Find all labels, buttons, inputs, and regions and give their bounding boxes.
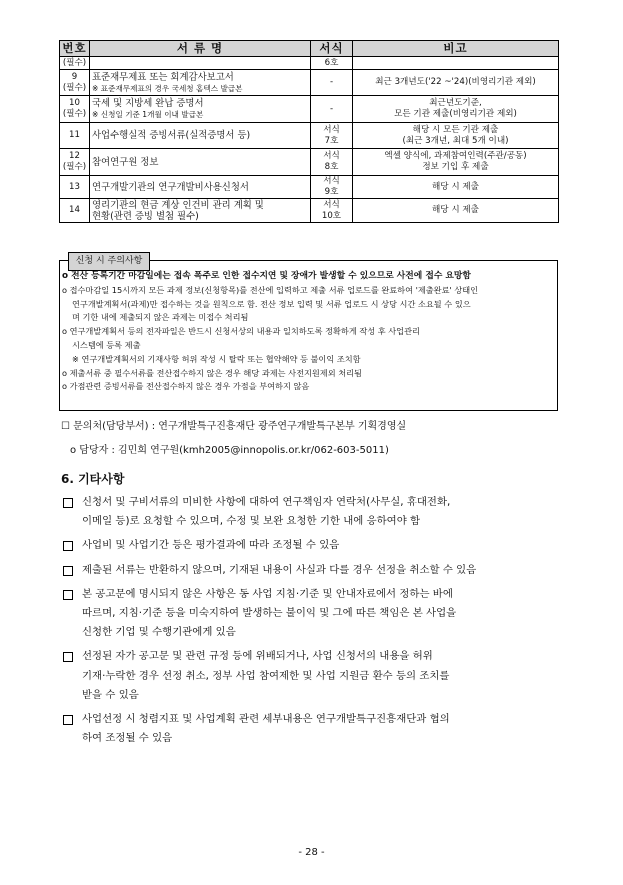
- row-remark: [353, 70, 559, 96]
- row-remark: [353, 199, 559, 223]
- caution-item-line: o 접수마감일 15시까지 모든 과제 정보(신청항목)를 전산에 입력하고 제출 서류 업로드를 완료하여 '제출완료' 상태인: [62, 284, 479, 295]
- row-number-line: 12: [69, 151, 80, 161]
- row-document-name-line: 참여연구원 정보: [92, 156, 159, 168]
- header-form: 서식: [311, 41, 353, 57]
- row-form: [311, 96, 353, 123]
- documents-table: [59, 40, 559, 223]
- row-document-name-line: 현황(관련 증빙 별첨 필수): [92, 210, 199, 222]
- misc-item-line: 이메일 등)로 요청할 수 있으며, 수정 및 보완 요청한 기한 내에 응하여야 함: [82, 515, 421, 528]
- misc-item-line: 신청서 및 구비서류의 미비한 사항에 대하여 연구책임자 연락처(사무실, 휴대전화,: [82, 496, 451, 508]
- row-number-line: (필수): [62, 109, 87, 119]
- header-remark: 비고: [353, 41, 559, 57]
- row-form-line: 7호: [324, 135, 339, 146]
- row-document-name: [90, 123, 311, 149]
- row-form-line: -: [329, 103, 334, 114]
- misc-item-line: 사업비 및 사업기간 등은 평가결과에 따라 조정될 수 있음: [82, 539, 340, 552]
- row-remark: [353, 96, 559, 123]
- caution-item-line: o 연구개발계획서 등의 전자파일은 반드시 신청서상의 내용과 일치하도록 정확하게 작성 후 사업관리: [62, 326, 420, 337]
- row-form-line: 10호: [321, 210, 342, 221]
- caution-body: [62, 270, 552, 394]
- row-number-line: 13: [69, 181, 80, 192]
- row-remark-line: 최근년도기준,: [429, 98, 482, 108]
- row-number-line: 10: [69, 98, 80, 108]
- row-remark-line: 엑셀 양식에, 과제참여인력(주관/공동): [384, 151, 527, 161]
- row-document-name: [90, 57, 311, 70]
- row-remark-line: 최근 3개년도('22 ~'24)(비영리기관 제외): [375, 77, 536, 87]
- row-document-name: [90, 70, 311, 96]
- row-number: [60, 70, 90, 96]
- checkbox-icon: [63, 652, 73, 662]
- table-row: [60, 149, 559, 176]
- caution-item-line: 시스템에 등록 제출: [72, 339, 141, 350]
- checkbox-icon: [63, 498, 73, 508]
- caution-title: 신청 시 주의사항: [68, 252, 150, 271]
- table-row: [60, 70, 559, 96]
- row-remark-line: (최근 3개년, 최대 5개 이내): [402, 135, 509, 146]
- table-row: [60, 199, 559, 223]
- misc-item-text: [82, 561, 568, 580]
- section-title: 6. 기타사항: [61, 472, 125, 486]
- checkbox-icon: [63, 590, 73, 600]
- caution-item-line: 연구개발계획서(과제)만 접수하는 것을 원칙으로 함. 전산 정보 입력 및 서류 업로드 시 상당 시간 소요될 수 있으: [72, 298, 471, 309]
- contact-inquiry: ☐ 문의처(담당부서) : 연구개발특구진흥재단 광주연구개발특구본부 기획경영실: [61, 421, 407, 432]
- caution-item-line: o 가점관련 증빙서류를 전산접수하지 않은 경우 가점을 부여하지 않음: [62, 381, 310, 392]
- row-form-line: 서식: [323, 176, 340, 186]
- row-remark: [353, 149, 559, 176]
- row-number: [60, 176, 90, 199]
- table-row: [60, 176, 559, 199]
- table-row: [60, 57, 559, 70]
- table-row: [60, 123, 559, 149]
- row-remark-line: 정보 기입 후 제출: [422, 162, 489, 172]
- misc-item-line: 선정된 자가 공고문 및 관련 규정 등에 위배되거나, 사업 신청서의 내용을 허위: [82, 650, 433, 663]
- misc-item-line: 받을 수 있음: [82, 688, 139, 701]
- page-number: - 28 -: [298, 847, 325, 858]
- misc-item: [63, 536, 568, 555]
- row-number: [60, 96, 90, 123]
- row-form: [311, 70, 353, 96]
- row-form-line: 9호: [324, 187, 339, 197]
- row-form: [311, 57, 353, 70]
- misc-item-line: 따르며, 지침·기준 등을 미숙지하여 발생하는 불이익 및 그에 따른 책임은 본 사업을: [82, 607, 457, 620]
- row-number-line: 14: [69, 205, 80, 215]
- checkbox-icon: [63, 566, 73, 576]
- checkbox-icon: [63, 541, 73, 551]
- row-remark: [353, 176, 559, 199]
- table-row: [60, 96, 559, 123]
- row-number-line: (필수): [62, 57, 87, 68]
- misc-list: [63, 493, 568, 753]
- misc-item-text: [82, 536, 568, 555]
- misc-item-text: [82, 710, 568, 748]
- row-document-name: [90, 199, 311, 223]
- row-document-name: [90, 176, 311, 199]
- misc-item-line: 사업선정 시 청렴지표 및 사업계획 관련 세부내용은 연구개발특구진흥재단과 협의: [82, 713, 450, 726]
- row-remark-line: 해당 시 제출: [432, 181, 479, 192]
- row-document-name-line: 표준재무제표 또는 회계감사보고서: [92, 71, 234, 83]
- row-number: [60, 149, 90, 176]
- row-form-line: 6호: [324, 57, 339, 68]
- row-form: [311, 123, 353, 149]
- header-number: 번호: [60, 41, 90, 57]
- row-number-line: 11: [69, 130, 80, 140]
- misc-item-text: [82, 585, 568, 643]
- row-form: [311, 149, 353, 176]
- row-form-line: 서식: [323, 124, 340, 135]
- misc-item-line: 본 공고문에 명시되지 않은 사항은 동 사업 지침·기준 및 안내자료에서 정하는 바에: [82, 587, 453, 600]
- row-document-name-line: 연구개발기관의 연구개발비사용신청서: [92, 181, 249, 193]
- caution-item-line: 며 기한 내에 제출되지 않은 과제는 미접수 처리됨: [72, 312, 249, 323]
- caution-item-line: o 전산 등록기간 마감일에는 접속 폭주로 인한 접수지연 및 장애가 발생할 수 있으므로 사전에 접수 요망함: [62, 271, 471, 281]
- row-remark-line: 해당 시 제출: [432, 205, 479, 215]
- misc-item: [63, 585, 568, 643]
- row-document-name: [90, 96, 311, 123]
- row-number: [60, 123, 90, 149]
- caution-box: [59, 256, 558, 411]
- row-form-line: -: [329, 77, 334, 87]
- misc-item: [63, 710, 568, 748]
- row-remark: [353, 123, 559, 149]
- row-form: [311, 199, 353, 223]
- row-form: [311, 176, 353, 199]
- row-number: [60, 57, 90, 70]
- row-form-line: 서식: [323, 151, 340, 161]
- misc-item: [63, 561, 568, 580]
- row-document-note: ※ 표준재무제표의 경우 국세청 홈텍스 발급본: [92, 83, 243, 93]
- row-document-name-line: 영리기관의 현금 계상 인건비 관리 계획 및: [92, 199, 264, 211]
- row-number-line: 9: [71, 71, 78, 82]
- table-header-row: [60, 41, 559, 57]
- row-number-line: (필수): [62, 162, 87, 172]
- row-remark-line: 모든 기관 제출(비영리기관 제외): [394, 109, 517, 119]
- misc-item-line: 신청한 기업 및 수행기관에게 있음: [82, 626, 236, 639]
- caution-item-line: ※ 연구개발계획서의 기재사항 허위 작성 시 탈락 또는 협약해약 등 불이익 조치함: [72, 353, 361, 364]
- misc-item-text: [82, 647, 568, 705]
- caution-item-line: o 제출서류 중 필수서류를 전산접수하지 않은 경우 해당 과제는 사전지원제외 처리됨: [62, 367, 362, 378]
- header-document-name: 서 류 명: [90, 41, 311, 57]
- row-number-line: (필수): [62, 82, 87, 93]
- row-document-name-line: 사업수행실적 증빙서류(실적증명서 등): [92, 130, 251, 141]
- row-document-note: ※ 신청일 기준 1개월 이내 발급본: [92, 110, 204, 119]
- misc-item-text: [82, 493, 568, 531]
- misc-item-line: 기재·누락한 경우 선정 취소, 정부 사업 참여제한 및 사업 지원금 환수 등의 조치를: [82, 669, 450, 682]
- misc-item: [63, 493, 568, 531]
- row-document-name: [90, 149, 311, 176]
- checkbox-icon: [63, 715, 73, 725]
- row-form-line: 서식: [323, 199, 340, 210]
- row-form-line: 8호: [324, 162, 339, 172]
- row-remark: [353, 57, 559, 70]
- misc-item-line: 하여 조정될 수 있음: [82, 732, 173, 745]
- row-number: [60, 199, 90, 223]
- misc-item-line: 제출된 서류는 반환하지 않으며, 기재된 내용이 사실과 다를 경우 선정을 취소할 수 있음: [82, 563, 477, 576]
- row-remark-line: 해당 시 모든 기관 제출: [412, 124, 499, 135]
- contact-person: o 담당자 : 김민희 연구원(kmh2005@innopolis.or.kr/062-603-5011): [70, 445, 389, 456]
- misc-item: [63, 647, 568, 705]
- row-document-name-line: 국세 및 지방세 완납 증명서: [92, 98, 204, 109]
